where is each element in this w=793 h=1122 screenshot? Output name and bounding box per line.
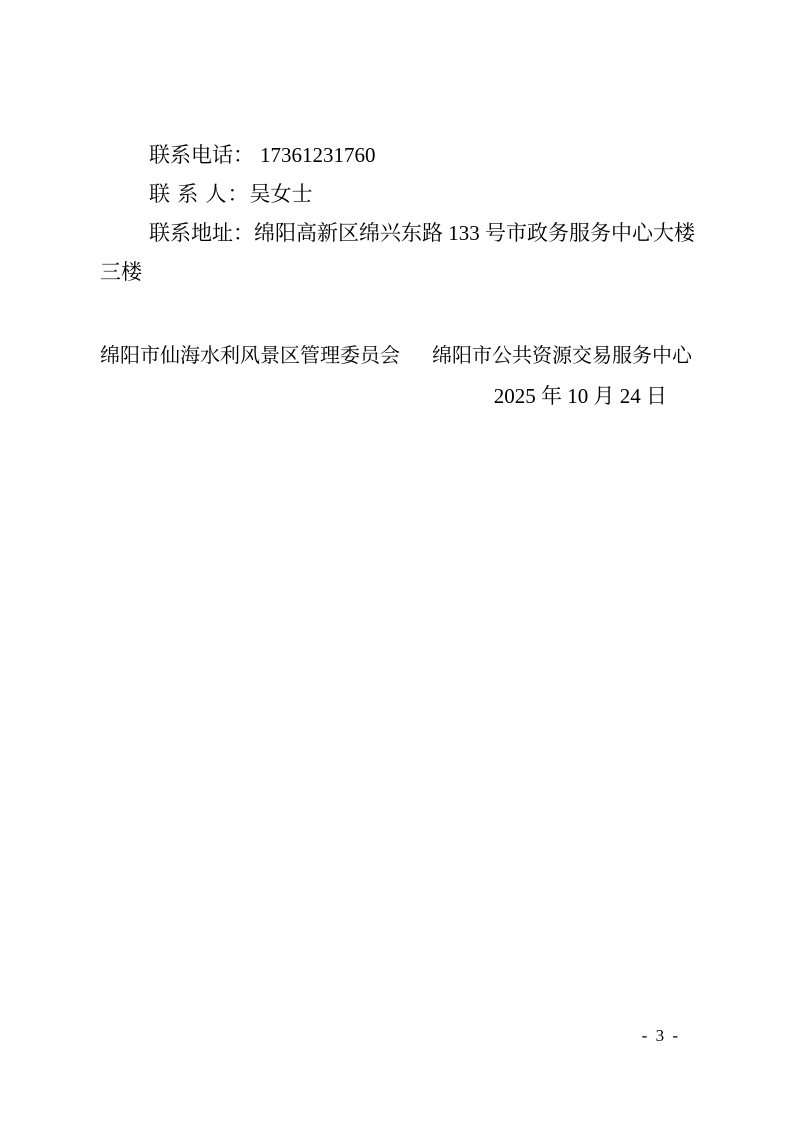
signature-row <box>100 336 702 376</box>
document-body <box>100 136 702 416</box>
contact-address-line <box>100 214 702 292</box>
contact-address-label: 联系地址： <box>149 221 254 245</box>
signature-date: 2025 年 10 月 24 日 <box>493 384 667 408</box>
page-number: - 3 - <box>641 1026 680 1045</box>
contact-phone-line <box>100 136 702 175</box>
contact-person-value: 吴女士 <box>249 182 313 206</box>
contact-address-value: 绵阳高新区绵兴东路 133 号市政务服务中心大楼三楼 <box>100 221 695 284</box>
contact-phone-value: 17361231760 <box>260 143 376 167</box>
signatory-left-org: 绵阳市仙海水利风景区管理委员会 <box>100 345 400 367</box>
contact-person-line <box>100 175 702 214</box>
contact-person-label: 联 系 人： <box>149 182 250 206</box>
contact-phone-label: 联系电话： <box>149 143 254 167</box>
signatory-right-org: 绵阳市公共资源交易服务中心 <box>432 345 692 367</box>
